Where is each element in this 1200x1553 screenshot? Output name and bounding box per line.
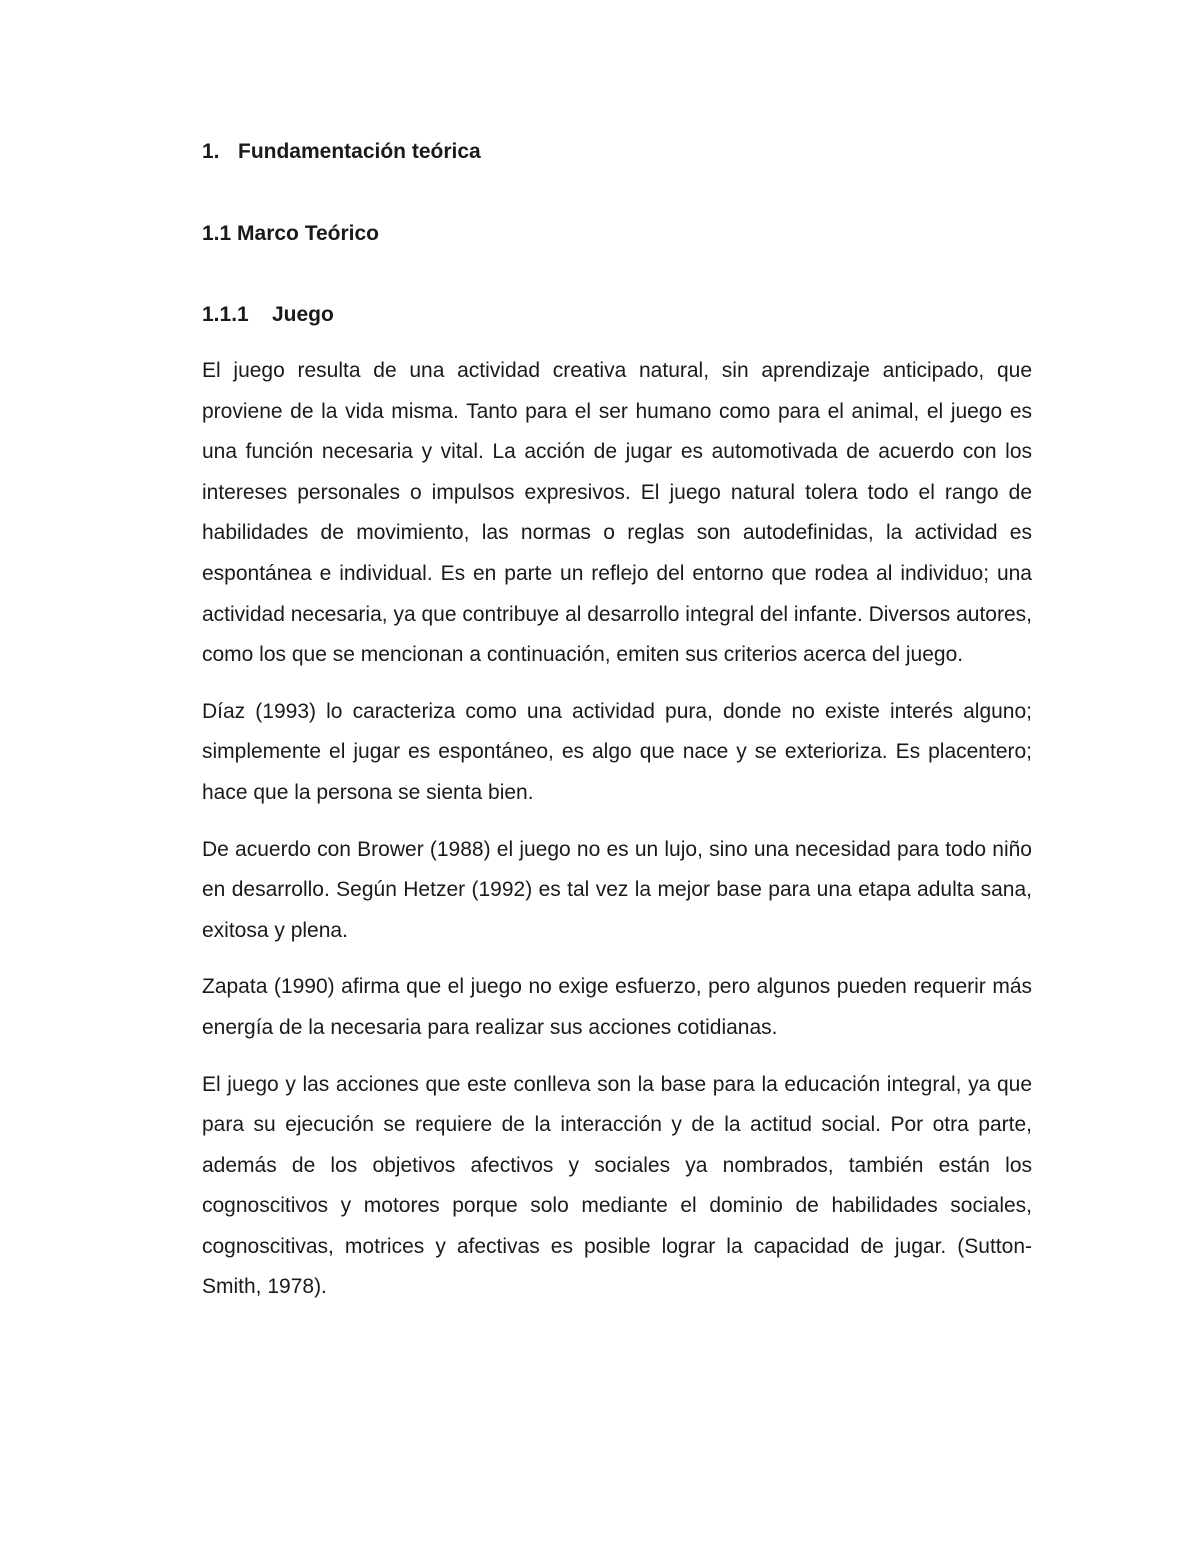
subsection-heading: 1.1 Marco Teórico <box>202 222 380 245</box>
subsubsection-heading <box>202 295 1032 335</box>
paragraph-diaz: Díaz (1993) lo caracteriza como una actividad pura, donde no existe interés alguno; simplemente el jugar es espontáneo, es algo que nace y se exterioriza. Es placentero; hace que la persona se sienta bien. <box>202 699 1032 804</box>
section-title: Fundamentación teórica <box>238 140 481 163</box>
section-heading <box>202 132 1032 172</box>
paragraph-zapata: Zapata (1990) afirma que el juego no exige esfuerzo, pero algunos pueden requerir más energía de la necesaria para realizar sus acciones cotidianas. <box>202 975 1032 1039</box>
section-number: 1. <box>202 140 220 163</box>
subsubsection-number: 1.1.1 <box>202 303 249 326</box>
subsubsection-title: Juego <box>272 303 334 326</box>
paragraph-juego-definicion: El juego resulta de una actividad creativa natural, sin aprendizaje anticipado, que proviene de la vida misma. Tanto para el ser humano como para el animal, el juego es una función necesaria y vital. La acción de jugar es automotivada de acuerdo con los intereses personales o impulsos expresivos. El juego natural tolera todo el rango de habilidades de movimiento, las normas o reglas son autodefinidas, la actividad es espontánea e individual. Es en parte un reflejo del entorno que rodea al individuo; una actividad necesaria, ya que contribuye al desarrollo integral del infante. Diversos autores, como los que se mencionan a continuación, emiten sus criterios acerca del juego. <box>202 359 1032 667</box>
paragraph-brower-hetzer: De acuerdo con Brower (1988) el juego no es un lujo, sino una necesidad para todo niño en desarrollo. Según Hetzer (1992) es tal vez la mejor base para una etapa adulta sana, exitosa y plena. <box>202 837 1032 942</box>
document-body <box>202 132 1032 1324</box>
paragraph-educacion-integral: El juego y las acciones que este conlleva son la base para la educación integral, ya que para su ejecución se requiere de la interacción y de la actitud social. Por otra parte, además de los objetivos afectivos y sociales ya nombrados, también están los cognoscitivos y motores porque solo mediante el dominio de habilidades sociales, cognoscitivas, motrices y afectivas es posible lograr la capacidad de jugar. (Sutton-Smith, 1978). <box>202 1072 1032 1299</box>
